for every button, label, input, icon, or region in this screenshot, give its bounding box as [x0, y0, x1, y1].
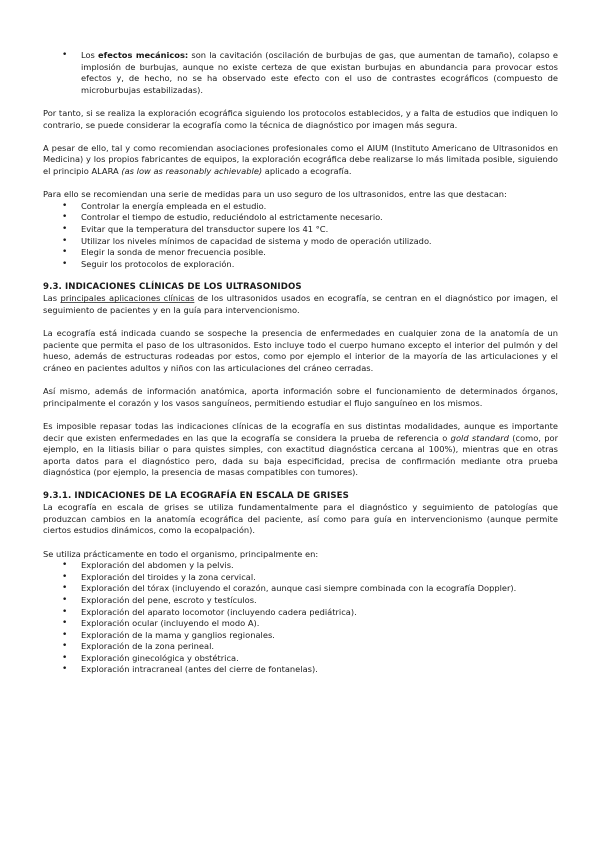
list-item: • Exploración del aparato locomotor (incluyendo cadera pediátrica). — [43, 607, 558, 619]
list-item: • Seguir los protocolos de exploración. — [43, 259, 558, 271]
underlined-phrase: principales aplicaciones clínicas — [60, 293, 195, 304]
paragraph: Así mismo, además de información anatómica, aporta información sobre el funcionamiento de determinados órganos, principalmente el corazón y los vasos sanguíneos, permitiendo estudiar el flujo sanguíneo en los mismos. — [43, 386, 558, 408]
list-item: • Exploración intracraneal (antes del cierre de fontanelas). — [43, 664, 558, 676]
subsection-heading: 9.3.1. INDICACIONES DE LA ECOGRAFÍA EN ESCALA DE GRISES — [43, 490, 349, 501]
mechanical-effects-list — [43, 50, 558, 96]
paragraph: Las principales aplicaciones clínicas de los ultrasonidos usados en ecografía, se centran en el diagnóstico por imagen, el seguimiento de pacientes y en la guía para intervencionismo. — [43, 293, 558, 316]
list-item: • Utilizar los niveles mínimos de capacidad de sistema y modo de operación utilizado. — [43, 236, 558, 248]
list-item: • Controlar el tiempo de estudio, reduciéndolo al estrictamente necesario. — [43, 212, 558, 224]
list-item: • Elegir la sonda de menor frecuencia posible. — [43, 247, 558, 259]
body-regions-list — [43, 560, 558, 676]
paragraph: Se utiliza prácticamente en todo el organismo, principalmente en: — [43, 548, 319, 559]
list-item: • Evitar que la temperatura del transductor supere los 41 °C. — [43, 224, 558, 236]
section-heading: 9.3. INDICACIONES CLÍNICAS DE LOS ULTRASONIDOS — [43, 281, 302, 292]
paragraph: La ecografía en escala de grises se utiliza fundamentalmente para el diagnóstico y seguimiento de patologías que produzcan cambios en la anatomía ecográfica del paciente, así como para guía en intervencionismo (aunque permite ciertos estudios dinámicos, como la ecopalpación). — [43, 502, 558, 536]
italic-phrase: (as low as reasonably achievable) — [121, 165, 263, 176]
paragraph: Es imposible repasar todas las indicaciones clínicas de la ecografía en sus distintas modalidades, aunque es importante decir que existen enfermedades en las que la ecografía se considera la prueba de referencia o gold standard (como, por ejemplo, en la litiasis biliar o para quistes simples, con exactitud diagnóstica cercana al 100%), mientras que en otras aporta datos para el diagnóstico pero, dada su baja especificidad, precisa de confirmación mediante otra prueba diagnóstica (por ejemplo, la presencia de masas compatibles con tumores). — [43, 421, 559, 478]
document-page — [43, 50, 558, 688]
list-item: • Exploración de la mama y ganglios regionales. — [43, 630, 558, 642]
list-item: • Exploración del tórax (incluyendo el corazón, aunque casi siempre combinada con la ecografía Doppler). — [43, 583, 558, 595]
paragraph: La ecografía está indicada cuando se sospeche la presencia de enfermedades en cualquier zona de la anatomía de un paciente que permita el paso de los ultrasonidos. Esto incluye todo el cuerpo humano excepto el interior del pulmón y del hueso, además de estructuras rodeadas por estos, como por ejemplo el interior de la mayoría de las articulaciones y el cráneo en pacientes adultos y niños con las articulaciones del cráneo cerradas. — [43, 328, 558, 374]
paragraph: A pesar de ello, tal y como recomiendan asociaciones profesionales como el AIUM (Instituto Americano de Ultrasonidos en Medicina) y los propios fabricantes de equipos, la exploración ecográfica debe realizarse lo más limitada posible, siguiendo el principio ALARA (as low as reasonably achievable) aplicado a ecografía. — [43, 142, 558, 176]
bold-term: efectos mecánicos: — [98, 50, 189, 60]
italic-phrase: gold standard — [450, 432, 509, 443]
safety-measures-list — [43, 201, 558, 271]
list-item: • Exploración del tiroides y la zona cervical. — [43, 572, 558, 584]
list-item: • Exploración ocular (incluyendo el modo A). — [43, 618, 558, 630]
paragraph: Por tanto, si se realiza la exploración ecográfica siguiendo los protocolos establecidos, y a falta de estudios que indiquen lo contrario, se puede considerar la ecografía como la técnica de diagnóstico por imagen más segura. — [43, 107, 558, 130]
list-item: • Exploración del abdomen y la pelvis. — [43, 560, 558, 572]
list-item: • Exploración de la zona perineal. — [43, 641, 558, 653]
list-item: • Exploración ginecológica y obstétrica. — [43, 653, 558, 665]
list-item: • Controlar la energía empleada en el estudio. — [43, 201, 558, 213]
paragraph: Para ello se recomiendan una serie de medidas para un uso seguro de los ultrasonidos, entre las que destacan: — [43, 189, 507, 200]
list-item: • Los efectos mecánicos: son la cavitación (oscilación de burbujas de gas, que aumentan de tamaño), colapso e implosión de burbujas, aunque no existe certeza de que existan burbujas en abundancia para provocar estos efectos y, de hecho, no se ha observado este efecto con el uso de contrastes ecográficos (compuesto de microburbujas estabilizadas). — [43, 50, 558, 96]
list-item: • Exploración del pene, escroto y testículos. — [43, 595, 558, 607]
